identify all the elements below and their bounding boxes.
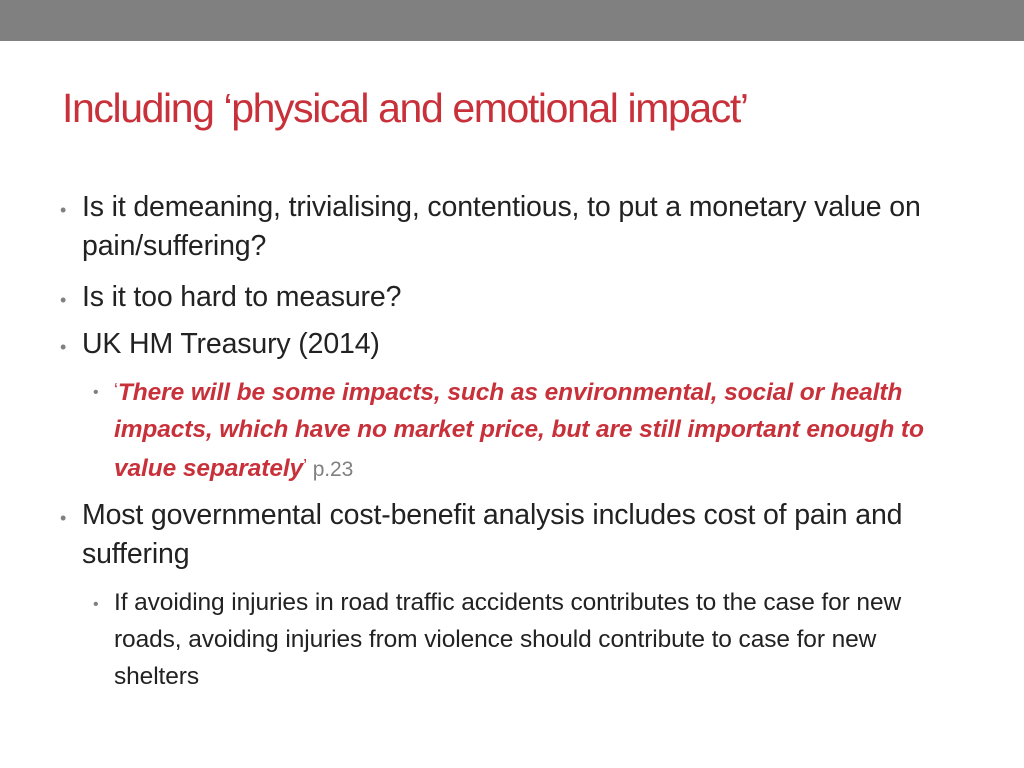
bullet-text: Is it too hard to measure?: [82, 281, 402, 313]
close-quote-mark: ’: [303, 456, 307, 476]
bullet-governmental-cba: [82, 496, 962, 574]
bullet-text: UK HM Treasury (2014): [82, 328, 380, 360]
bullet-dot-icon: •: [60, 200, 67, 220]
bullet-hard-to-measure: [82, 278, 982, 317]
bullet-uk-treasury: [82, 325, 982, 364]
sub-bullet-dot-icon: •: [93, 384, 99, 401]
sub-bullet-treasury-quote: [114, 372, 984, 488]
bullet-dot-icon: •: [60, 337, 67, 357]
bullet-dot-icon: •: [60, 508, 67, 528]
bullet-monetary-value: [82, 188, 982, 266]
top-bar: [0, 0, 1024, 41]
page-reference: p.23: [306, 458, 354, 481]
bullet-text: If avoiding injuries in road traffic accidents contributes to the case for new roads, avoiding injuries from violence should contribute to case for new shelters: [114, 589, 902, 690]
bullet-text: Most governmental cost-benefit analysis includes cost of pain and suffering: [82, 499, 903, 570]
treasury-quote: There will be some impacts, such as environmental, social or health impacts, which have no market price, but are still important enough to value separately: [114, 379, 924, 482]
slide-title: Including ‘physical and emotional impact’: [62, 85, 748, 131]
sub-bullet-road-traffic: [114, 584, 964, 695]
open-quote-mark: ‘: [114, 380, 118, 400]
bullet-dot-icon: •: [60, 290, 67, 310]
sub-bullet-dot-icon: •: [93, 596, 99, 613]
bullet-text: Is it demeaning, trivialising, contentious, to put a monetary value on pain/suffering?: [82, 191, 921, 262]
